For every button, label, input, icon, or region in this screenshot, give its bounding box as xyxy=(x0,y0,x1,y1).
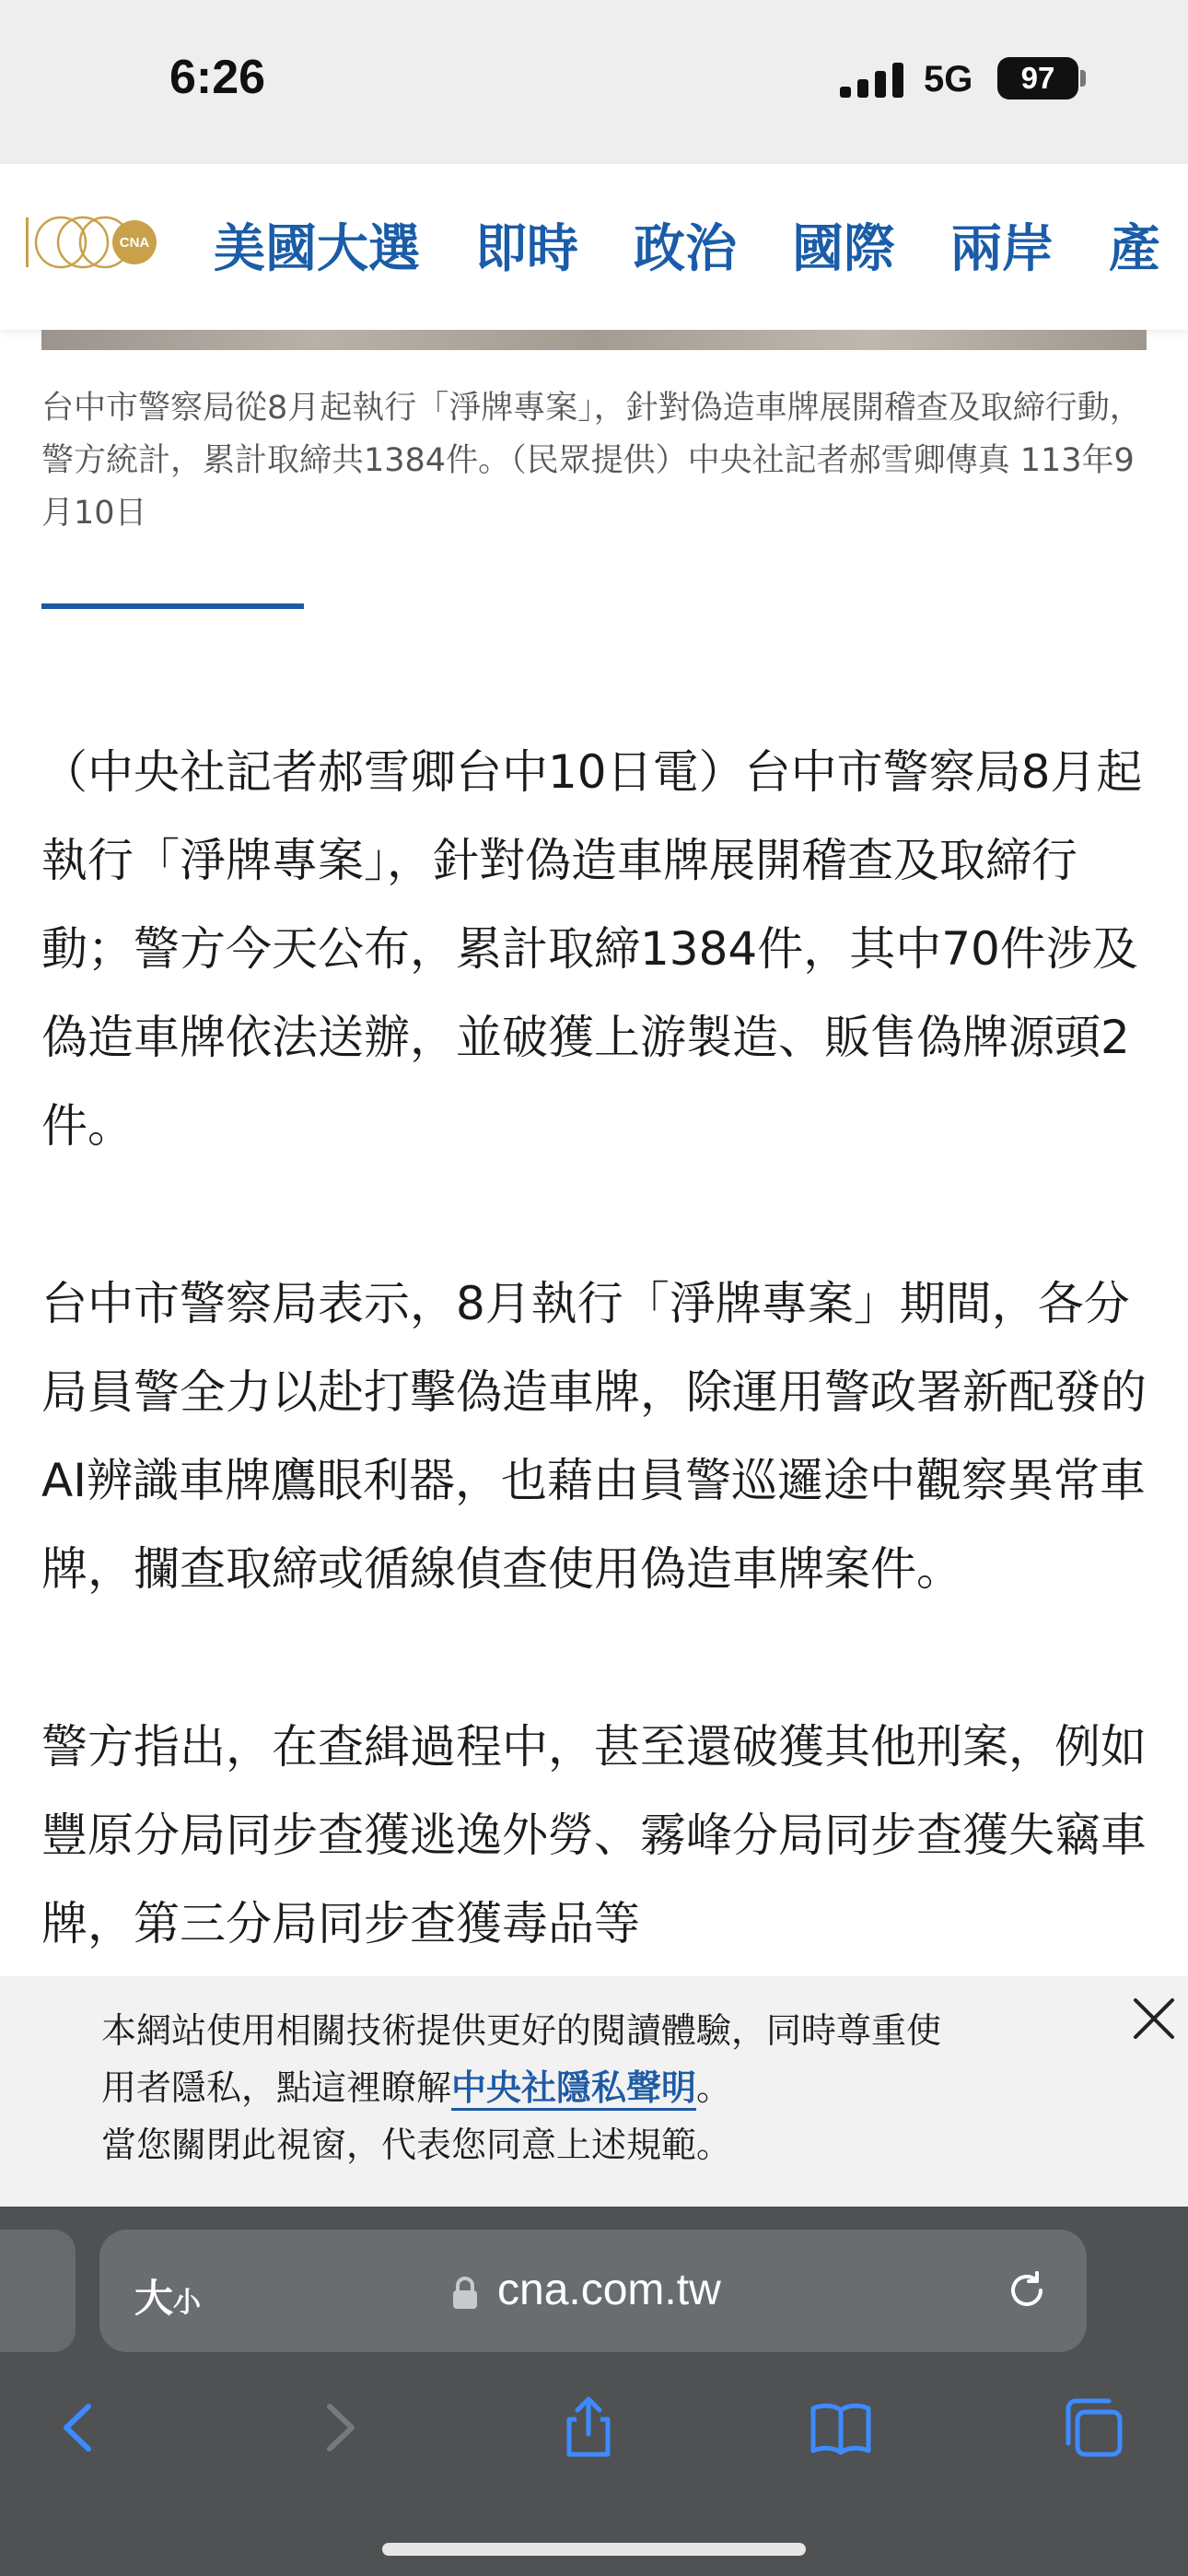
reload-icon[interactable] xyxy=(1004,2267,1050,2313)
bookmarks-icon[interactable] xyxy=(809,2395,873,2460)
tabs-icon[interactable] xyxy=(1061,2395,1125,2460)
nav-item-latest[interactable]: 即時 xyxy=(475,219,578,279)
previous-tab-preview[interactable] xyxy=(0,2230,76,2352)
nav-item-cross-strait[interactable]: 兩岸 xyxy=(950,219,1054,279)
text-size-small: 小 xyxy=(173,2287,202,2319)
svg-text:CNA: CNA xyxy=(119,235,150,251)
privacy-line-2 xyxy=(101,2059,1087,2116)
battery-tip xyxy=(1080,70,1086,87)
status-bar xyxy=(0,0,1188,164)
back-icon[interactable] xyxy=(48,2395,112,2460)
signal-bars-icon xyxy=(840,63,904,98)
nav-item-industry[interactable]: 產 xyxy=(1109,219,1160,279)
article-paragraph: 台中市警察局表示，8月執行「淨牌專案」期間，各分局員警全力以赴打擊偽造車牌，除運用警政署新配發的AI辨識車牌鷹眼利器，也藉由員警巡邏途中觀察異常車牌，攔查取締或循線偵查使用偽造車牌案件。 xyxy=(41,1277,1147,1596)
home-indicator xyxy=(382,2543,806,2556)
privacy-line-1: 本網站使用相關技術提供更好的閱讀體驗，同時尊重使 xyxy=(101,2010,942,2051)
url-text[interactable]: cna.com.tw xyxy=(497,2266,721,2314)
status-time: 6:26 xyxy=(169,51,266,104)
lock-icon xyxy=(451,2276,479,2311)
privacy-banner-text xyxy=(101,2002,1087,2173)
privacy-line-2-suffix: 。 xyxy=(696,2067,732,2108)
site-nav xyxy=(0,164,1188,330)
battery-indicator: 97 xyxy=(997,57,1078,100)
photo-caption: 台中市警察局從8月起執行「淨牌專案」，針對偽造車牌展開稽查及取締行動，警方統計，累計取締共1384件。（民眾提供）中央社記者郝雪卿傳真 113年9月10日 xyxy=(41,390,1142,532)
nav-menu xyxy=(214,208,1188,282)
nav-item-politics[interactable]: 政治 xyxy=(634,219,737,279)
text-size-button[interactable] xyxy=(134,2268,201,2324)
article-photo xyxy=(41,330,1147,350)
cna-100-logo-icon[interactable] xyxy=(26,210,173,275)
privacy-banner xyxy=(0,1976,1188,2207)
article-paragraph: （中央社記者郝雪卿台中10日電）台中市警察局8月起執行「淨牌專案」，針對偽造車牌展開稽查及取締行動；警方今天公布，累計取締1384件，其中70件涉及偽造車牌依法送辦，並破獲上游製造、販售偽牌源頭2件。 xyxy=(41,745,1143,1153)
network-type: 5G xyxy=(924,59,973,100)
article-paragraph: 警方指出，在查緝過程中，甚至還破獲其他刑案，例如豐原分局同步查獲逃逸外勞、霧峰分局同步查獲失竊車牌，第三分局同步查獲毒品等 xyxy=(41,1720,1147,1950)
text-size-big: 大 xyxy=(134,2276,174,2321)
privacy-line-2-prefix: 用者隱私，點這裡瞭解 xyxy=(101,2067,452,2108)
article-body xyxy=(41,728,1156,1976)
caption-divider xyxy=(41,603,304,609)
privacy-line-3: 當您關閉此視窗，代表您同意上述規範。 xyxy=(101,2125,732,2165)
privacy-policy-link[interactable]: 中央社隱私聲明 xyxy=(451,2067,696,2111)
nav-item-election[interactable]: 美國大選 xyxy=(214,219,420,279)
forward-icon[interactable] xyxy=(306,2395,370,2460)
close-icon[interactable] xyxy=(1128,1993,1180,2044)
nav-item-international[interactable]: 國際 xyxy=(792,219,895,279)
share-icon[interactable] xyxy=(556,2395,621,2460)
